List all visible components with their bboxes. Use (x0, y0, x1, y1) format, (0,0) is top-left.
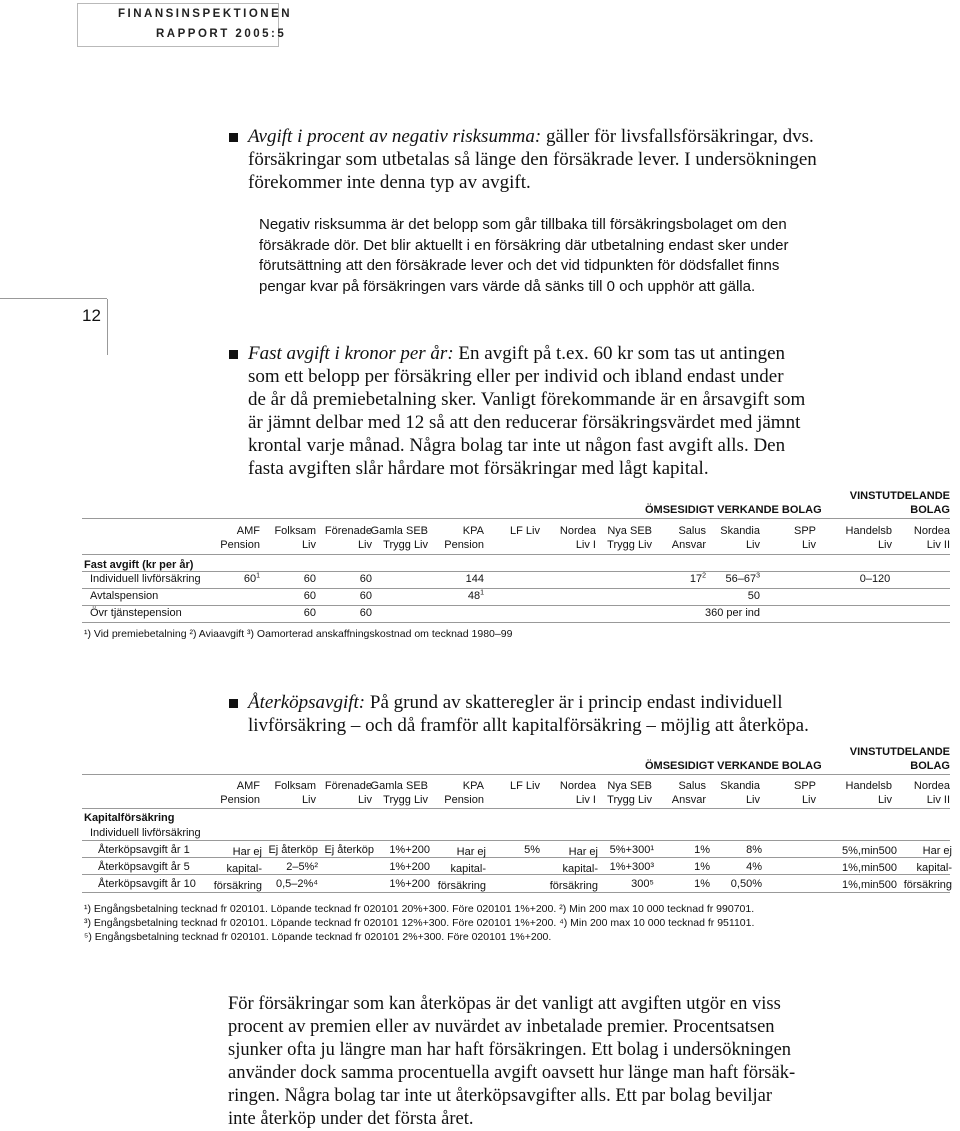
group-header-profit: VINSTUTDELANDE (849, 746, 950, 758)
column-header: Pension (444, 794, 484, 806)
row-label: Återköpsavgift år 10 (98, 878, 196, 890)
table-rule (82, 808, 950, 809)
column-header: LF Liv (510, 780, 540, 792)
table-rule (82, 588, 950, 589)
column-header: Pension (220, 539, 260, 551)
table-cell: 5%+300¹ (609, 844, 654, 856)
table-cell: 1%,min500 (842, 879, 898, 891)
group-header-profit: BOLAG (910, 760, 950, 772)
column-header: SPP (793, 525, 816, 537)
column-header: Liv I (575, 539, 596, 551)
bullet-paragraph-negative-risk (248, 125, 868, 194)
bullet-paragraph-surrender-fee (248, 691, 888, 737)
cell-line: försäkring (213, 880, 262, 892)
column-header: Trygg Liv (607, 794, 652, 806)
column-header: Folksam (274, 780, 316, 792)
table-cell: 1%+300³ (609, 861, 654, 873)
page-number-rule (107, 299, 108, 355)
group-header-mutual: ÖMSESIDIGT VERKANDE BOLAG (645, 504, 822, 516)
table-rule (82, 605, 950, 606)
table-cell: 1% (694, 878, 710, 890)
table-cell (424, 590, 484, 603)
column-header: Skandia (720, 780, 760, 792)
row-label: Återköpsavgift år 5 (98, 861, 190, 873)
column-header: Folksam (274, 525, 316, 537)
table-rule (82, 622, 950, 623)
text-line: sjunker ofta ju längre man har haft försäkringen. Ett bolag i undersökningen (228, 1040, 792, 1060)
row-label: Avtalspension (90, 590, 159, 602)
table-cell: 0,50% (730, 878, 762, 890)
text-line: För försäkringar som kan återköpas är det vanligt att avgiften utgör en viss (228, 994, 781, 1014)
table-cell: Ej återköp (324, 844, 374, 856)
bullet-square-icon (229, 350, 238, 359)
merged-cell-no-capital (890, 843, 952, 894)
column-header: Liv I (575, 794, 596, 806)
column-header: Liv (301, 539, 316, 551)
table-cell: 1%+200 (389, 844, 430, 856)
column-header: Liv (357, 794, 372, 806)
cell-line: Har ej (456, 846, 486, 858)
column-header: Liv (877, 794, 892, 806)
column-header: Liv (801, 539, 816, 551)
cell-value: 60 (243, 573, 257, 585)
column-header: Handelsb (845, 525, 892, 537)
column-header: Trygg Liv (607, 539, 652, 551)
column-header: Nordea (559, 780, 596, 792)
text-line: gäller för livsfallsförsäkringar, dvs. (541, 126, 814, 147)
column-header: Handelsb (845, 780, 892, 792)
text-line: de år då premiebetalning sker. Vanligt förekommande är en årsavgift som (248, 389, 806, 410)
cell-line: Har ej (922, 845, 952, 857)
table-cell: 1% (694, 844, 710, 856)
page-number: 12 (82, 306, 101, 325)
column-header: Liv (801, 794, 816, 806)
text-line: fasta avgiften slår hårdare mot försäkringar med lågt kapital. (248, 458, 709, 479)
column-header: KPA (462, 780, 484, 792)
group-header-profit: BOLAG (910, 504, 950, 516)
term-italic: Fast avgift i kronor per år: (248, 343, 454, 364)
cell-line: kapital- (562, 863, 598, 875)
group-header-mutual: ÖMSESIDIGT VERKANDE BOLAG (645, 760, 822, 772)
column-header: Skandia (720, 525, 760, 537)
term-italic: Återköpsavgift: (248, 692, 366, 713)
table-cell: 60 (303, 573, 316, 585)
row-label: Övr tjänstepension (90, 607, 182, 619)
section-label: Fast avgift (kr per år) (84, 559, 194, 571)
section-label: Kapitalförsäkring (84, 812, 175, 824)
closing-paragraph (228, 993, 868, 1131)
table-cell: 5%,min500 (842, 845, 898, 857)
column-header: SPP (793, 780, 816, 792)
table-footnote: ³) Engångsbetalning tecknad fr 020101. Löpande tecknad fr 020101 12%+300. Före 020101 1%+200. ⁴) Min 200 max 10 000 tecknad fr 951101. (84, 917, 755, 929)
margin-rule (0, 298, 107, 299)
column-header: Liv (357, 539, 372, 551)
cell-line: försäkring (549, 880, 598, 892)
column-header: Liv II (926, 794, 950, 806)
merged-cell-no-capital (424, 844, 486, 895)
table-cell: 0,5–2%⁴ (275, 878, 318, 890)
table-cell: 60 (359, 607, 372, 619)
table-rule (82, 774, 950, 775)
column-header: LF Liv (510, 525, 540, 537)
bullet-paragraph-fixed-fee (248, 342, 868, 480)
column-header: AMF (236, 780, 260, 792)
publisher-name: FINANSINSPEKTIONEN (118, 8, 293, 20)
bullet-square-icon (229, 699, 238, 708)
column-header: Nordea (913, 525, 950, 537)
column-header: Förenade (324, 525, 372, 537)
column-header: Trygg Liv (383, 539, 428, 551)
table-footnote: ¹) Engångsbetalning tecknad fr 020101. Löpande tecknad fr 020101 20%+300. Före 020101 1%+200. ²) Min 200 max 10 000 tecknad fr 990701. (84, 903, 755, 915)
text-line: En avgift på t.ex. 60 kr som tas ut antingen (453, 343, 786, 364)
table-cell (200, 573, 260, 586)
table-rule (82, 840, 950, 841)
column-header: Förenade (324, 780, 372, 792)
column-header: Liv (301, 794, 316, 806)
table-cell: 50 (747, 590, 760, 602)
row-label: Individuell livförsäkring (90, 573, 201, 585)
cell-line: försäkring (903, 879, 952, 891)
footnote-mark: 1 (256, 572, 260, 580)
column-header: Ansvar (671, 794, 706, 806)
table-cell: 1%,min500 (842, 862, 898, 874)
bullet-square-icon (229, 133, 238, 142)
column-header: Liv (745, 539, 760, 551)
table-footnote: ¹) Vid premiebetalning ²) Aviaavgift ³) Oamorterad anskaffningskostnad om tecknad 1980–99 (84, 628, 513, 640)
text-line: försäkringar som utbetalas så länge den försäkrade lever. I undersökningen (248, 149, 817, 170)
footnote-mark: 3 (756, 572, 760, 580)
row-label: Återköpsavgift år 1 (98, 844, 190, 856)
cell-line: kapital- (450, 863, 486, 875)
text-line: livförsäkring – och då framför allt kapitalförsäkring – möjlig att återköpa. (248, 715, 809, 736)
column-header: Nya SEB (607, 525, 652, 537)
table-cell: 8% (746, 844, 762, 856)
text-line: krontal varje månad. Några bolag tar inte ut någon fast avgift alls. Den (248, 435, 786, 456)
column-header: Trygg Liv (383, 794, 428, 806)
column-header: Liv (745, 794, 760, 806)
cell-line: Har ej (568, 846, 598, 858)
column-header: Liv (877, 539, 892, 551)
text-line: är jämnt delbar med 12 så att den reducerar försäkringsvärdet med jämnt (248, 412, 801, 433)
cell-value: 56–67 (725, 573, 757, 585)
cell-line: Har ej (232, 846, 262, 858)
cell-value: 48 (467, 590, 481, 602)
footnote-mark: 2 (702, 572, 706, 580)
merged-cell-no-capital (536, 844, 598, 895)
table-cell: 5% (524, 844, 540, 856)
cell-value: 17 (689, 573, 703, 585)
text-line: förekommer inte denna typ av avgift. (248, 172, 531, 193)
table-cell: 144 (465, 573, 484, 585)
column-header: Liv II (926, 539, 950, 551)
table-cell: 60 (303, 607, 316, 619)
footnote-mark: 1 (480, 589, 484, 597)
cell-line: försäkring (437, 880, 486, 892)
text-line: pengar kvar på försäkringen vars värde då sänks till 0 och upphör att gälla. (259, 277, 756, 295)
text-line: förutsättning att den försäkrade lever och det vid tidpunkten för dödsfallet finns (259, 257, 780, 274)
text-line: ringen. Några bolag tar inte ut återköpsavgifter alls. Ett par bolag beviljar (228, 1086, 773, 1106)
table-cell: 300⁵ (631, 878, 654, 890)
table-cell: Ej återköp (268, 844, 318, 856)
table-cell: 60 (303, 590, 316, 602)
table-rule (82, 554, 950, 555)
text-line: På grund av skatteregler är i princip endast individuell (365, 692, 783, 713)
column-header: Pension (220, 794, 260, 806)
text-line: Negativ risksumma är det belopp som går tillbaka till försäkringsbolaget om den (259, 216, 787, 233)
text-line: inte återköp under det första året. (228, 1109, 474, 1129)
column-header: Pension (444, 539, 484, 551)
column-header: Gamla SEB (370, 780, 428, 792)
table-cell: 1% (694, 861, 710, 873)
table-cell: 1%+200 (389, 878, 430, 890)
merged-cell-no-capital (200, 844, 262, 895)
table-cell: 0–120 (859, 573, 891, 585)
table-cell (648, 573, 706, 586)
table-cell: 360 per ind (704, 607, 760, 619)
table-cell: 2–5%² (286, 861, 318, 873)
text-line: som ett belopp per försäkring eller per individ och ibland endast under (248, 366, 784, 387)
table-cell (700, 573, 760, 586)
table-rule (82, 571, 950, 572)
column-header: Ansvar (671, 539, 706, 551)
column-header: KPA (462, 525, 484, 537)
table-footnotes (84, 902, 754, 944)
cell-line: kapital- (226, 863, 262, 875)
subsection-label: Individuell livförsäkring (90, 827, 201, 839)
group-header-profit: VINSTUTDELANDE (849, 490, 950, 502)
note-negative-risk (259, 215, 879, 297)
column-header: AMF (236, 525, 260, 537)
column-header: Salus (678, 525, 706, 537)
term-italic: Avgift i procent av negativ risksumma: (248, 126, 542, 147)
table-rule (82, 518, 950, 519)
column-header: Nordea (913, 780, 950, 792)
table-footnote: ⁵) Engångsbetalning tecknad fr 020101. Löpande tecknad fr 020101 2%+300. Före 020101 1%+200. (84, 931, 552, 943)
table-cell: 60 (359, 573, 372, 585)
cell-line: kapital- (916, 862, 952, 874)
text-line: använder dock samma procentuella avgift oavsett hur länge man haft försäk- (228, 1063, 796, 1083)
column-header: Nya SEB (607, 780, 652, 792)
report-id: RAPPORT 2005:5 (156, 28, 287, 40)
column-header: Nordea (559, 525, 596, 537)
column-header: Salus (678, 780, 706, 792)
table-cell: 60 (359, 590, 372, 602)
column-header: Gamla SEB (370, 525, 428, 537)
table-cell: 1%+200 (389, 861, 430, 873)
text-line: procent av premien eller av nuvärdet av inbetalade premier. Procentsatsen (228, 1017, 775, 1037)
text-line: försäkrade dör. Det blir aktuellt i en försäkring där utbetalning endast sker under (259, 236, 789, 254)
table-cell: 4% (746, 861, 762, 873)
